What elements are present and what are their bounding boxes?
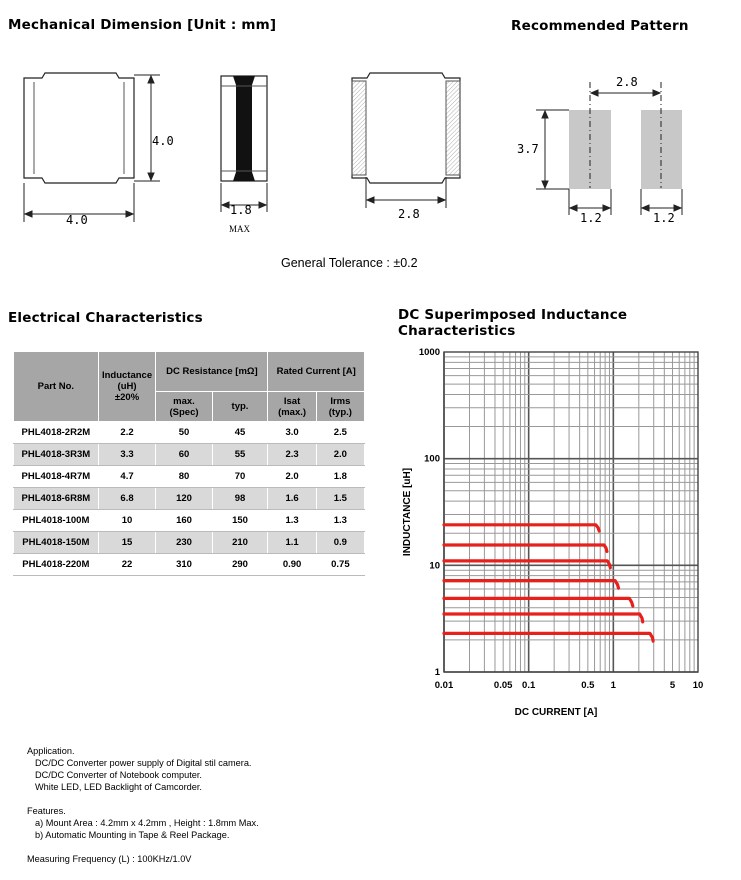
x-tick-label: 0.05 xyxy=(493,680,513,691)
table-cell-typ: 55 xyxy=(212,444,268,466)
table-cell-irms: 2.5 xyxy=(316,422,364,444)
table-cell-max: 50 xyxy=(156,422,212,444)
table-cell-irms: 0.75 xyxy=(316,554,364,576)
pattern-title: Recommended Pattern xyxy=(511,18,689,34)
table-cell-max: 310 xyxy=(156,554,212,576)
table-cell-part: PHL4018-6R8M xyxy=(14,488,99,510)
x-tick-label: 0.5 xyxy=(581,680,595,691)
features-item: b) Automatic Mounting in Tape & Reel Package. xyxy=(35,830,230,840)
y-tick-label: 1 xyxy=(434,667,440,678)
table-cell-irms: 0.9 xyxy=(316,532,364,554)
electrical-title: Electrical Characteristics xyxy=(8,310,203,326)
header-inductance-line2: (uH) xyxy=(117,381,137,392)
x-tick-label: 0.1 xyxy=(522,680,536,691)
table-cell-isat: 1.1 xyxy=(268,532,316,554)
side-view xyxy=(221,76,267,181)
table-cell-max: 80 xyxy=(156,466,212,488)
table-cell-irms: 1.5 xyxy=(316,488,364,510)
table-cell-l: 6.8 xyxy=(98,488,156,510)
general-tolerance: General Tolerance : ±0.2 xyxy=(281,256,418,270)
measuring-frequency: Measuring Frequency (L) : 100KHz/1.0V xyxy=(27,854,192,864)
table-row xyxy=(14,444,365,466)
pattern-pad-left-label: 1.2 xyxy=(580,211,602,225)
table-row xyxy=(14,466,365,488)
inductance-chart xyxy=(400,340,720,725)
y-tick-label: 1000 xyxy=(418,347,440,358)
pattern-gap-label: 2.8 xyxy=(616,75,638,89)
table-cell-typ: 98 xyxy=(212,488,268,510)
table-cell-part: PHL4018-150M xyxy=(14,532,99,554)
features-item: a) Mount Area : 4.2mm x 4.2mm , Height : 1.8mm Max. xyxy=(35,818,259,828)
dim-thickness-note: MAX xyxy=(229,224,251,234)
table-cell-isat: 1.3 xyxy=(268,510,316,532)
header-inductance xyxy=(98,352,156,422)
dim-terminal-label: 2.8 xyxy=(398,207,420,221)
table-row xyxy=(14,510,365,532)
table-cell-l: 15 xyxy=(98,532,156,554)
features-list xyxy=(35,817,259,841)
table-row xyxy=(14,488,365,510)
table-cell-isat: 1.6 xyxy=(268,488,316,510)
header-part-no: Part No. xyxy=(14,352,99,422)
mechanical-title: Mechanical Dimension [Unit : mm] xyxy=(8,17,277,33)
features-title: Features. xyxy=(27,806,66,816)
header-isat: Isat (max.) xyxy=(268,392,316,422)
table-cell-l: 2.2 xyxy=(98,422,156,444)
table-cell-part: PHL4018-2R2M xyxy=(14,422,99,444)
x-tick-label: 1 xyxy=(610,680,616,691)
table-cell-max: 230 xyxy=(156,532,212,554)
application-item: DC/DC Converter of Notebook computer. xyxy=(35,770,202,780)
header-dc-resistance: DC Resistance [mΩ] xyxy=(156,352,268,392)
dim-thickness-label: 1.8 xyxy=(230,203,252,217)
table-cell-typ: 45 xyxy=(212,422,268,444)
y-tick-label: 100 xyxy=(424,453,440,465)
table-cell-isat: 2.0 xyxy=(268,466,316,488)
x-tick-label: 10 xyxy=(692,680,704,691)
plot-area xyxy=(444,352,698,672)
application-item: DC/DC Converter power supply of Digital stil camera. xyxy=(35,758,252,768)
header-inductance-line3: ±20% xyxy=(114,392,140,403)
table-cell-l: 10 xyxy=(98,510,156,532)
table-cell-l: 4.7 xyxy=(98,466,156,488)
table-cell-max: 60 xyxy=(156,444,212,466)
x-tick-label: 5 xyxy=(669,680,676,691)
table-row xyxy=(14,422,365,444)
dim-width-label: 4.0 xyxy=(66,213,88,227)
table-cell-typ: 210 xyxy=(212,532,268,554)
table-cell-part: PHL4018-4R7M xyxy=(14,466,99,488)
application-list xyxy=(35,757,252,793)
table-cell-typ: 70 xyxy=(212,466,268,488)
table-cell-isat: 2.3 xyxy=(268,444,316,466)
x-tick-label: 0.01 xyxy=(434,680,454,691)
dim-height-label: 4.0 xyxy=(152,134,174,148)
pattern-height-label: 3.7 xyxy=(517,142,539,156)
application-item: White LED, LED Backlight of Camcorder. xyxy=(35,782,202,792)
y-axis-label: INDUCTANCE [uH] xyxy=(402,467,413,557)
table-cell-max: 160 xyxy=(156,510,212,532)
pattern-pad-right-label: 1.2 xyxy=(653,211,675,225)
table-cell-typ: 290 xyxy=(212,554,268,576)
header-dcr-max: max. (Spec) xyxy=(156,392,212,422)
table-cell-l: 3.3 xyxy=(98,444,156,466)
header-irms: Irms (typ.) xyxy=(316,392,364,422)
table-cell-isat: 3.0 xyxy=(268,422,316,444)
header-inductance-line1: Inductance xyxy=(101,370,153,381)
chart-title: DC Superimposed Inductance Characteristics xyxy=(398,307,628,339)
table-row xyxy=(14,532,365,554)
table-cell-irms: 1.3 xyxy=(316,510,364,532)
table-cell-isat: 0.90 xyxy=(268,554,316,576)
y-tick-label: 10 xyxy=(429,560,440,572)
header-rated-current: Rated Current [A] xyxy=(268,352,365,392)
x-axis-label: DC CURRENT [A] xyxy=(514,707,598,718)
table-cell-irms: 1.8 xyxy=(316,466,364,488)
table-cell-typ: 150 xyxy=(212,510,268,532)
table-cell-max: 120 xyxy=(156,488,212,510)
pattern-drawing xyxy=(510,70,720,230)
table-cell-l: 22 xyxy=(98,554,156,576)
application-title: Application. xyxy=(27,746,75,756)
table-cell-part: PHL4018-220M xyxy=(14,554,99,576)
bottom-view xyxy=(352,73,460,183)
electrical-table xyxy=(13,351,365,576)
table-cell-part: PHL4018-3R3M xyxy=(14,444,99,466)
header-dcr-typ: typ. xyxy=(212,392,268,422)
table-row xyxy=(14,554,365,576)
table-cell-irms: 2.0 xyxy=(316,444,364,466)
top-view xyxy=(24,73,134,183)
table-cell-part: PHL4018-100M xyxy=(14,510,99,532)
